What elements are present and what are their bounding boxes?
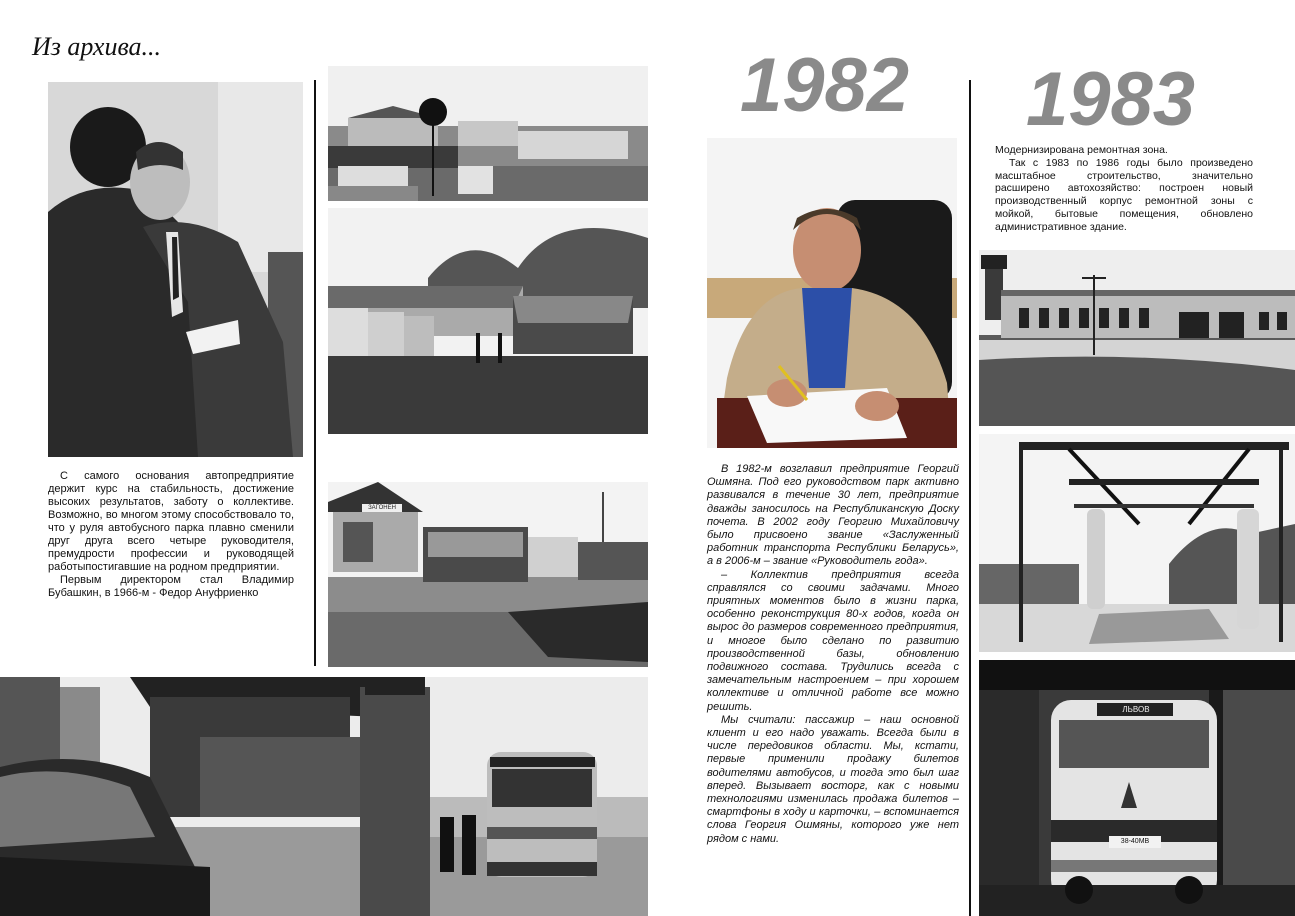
archive-text-p2: Первым директором стал Владимир Бубашкин, в 1966-м - Федор Ануфриенко — [48, 574, 294, 599]
shelter-sign-text: ЗАГОНЕН — [368, 505, 396, 511]
archive-text — [48, 470, 294, 600]
photo-bus-in-garage — [979, 660, 1295, 916]
photo-director-1982 — [707, 138, 957, 448]
photo-handshake — [48, 82, 303, 457]
photo-bus-depot — [328, 208, 648, 434]
photo-wash-frame — [979, 434, 1295, 652]
text-1983-p2: Так с 1983 по 1986 годы было произведено масштабное строительство, значительно расширено автохозяйство: построен новый производственный корпус ремонтной зоны с мойкой, бытовые помещения, обновлено административное здание. — [995, 156, 1253, 233]
bus-route-sign-text: ЛЬВОВ — [1122, 705, 1150, 714]
section-heading: Из архива... — [32, 32, 162, 61]
text-1983-p1: Модернизирована ремонтная зона. — [995, 144, 1168, 156]
photo-bus-station-street — [328, 66, 648, 201]
column-divider-right — [969, 80, 971, 916]
archive-text-p1: С самого основания автопредприятие держит курс на стабильность, достижение высоких результатов, заботу о коллективе. Возможно, во многом этому способствовало то, что у руля автобусного парка плавно сменили друг друга всего четыре руководителя, премудрости профессии и руководящей работыпостигавшие на родном предприятии. — [48, 470, 294, 573]
text-1982-p3: Мы считали: пассажир – наш основной клиент и его надо уважать. Всегда были в числе передовиков области. Мы, кстати, первые применили продажу билетов водителями автобусов, и тогда это был шаг вперед. Вызывает восторг, как с новыми технологиями изменилась продажа билетов – смартфоны в ходу и карточки, – вспоминается слова Георгия Ошмяны, которого уже нет рядом с нами. — [707, 713, 959, 845]
text-1983 — [995, 144, 1253, 234]
text-1982-p2: – Коллектив предприятия всегда справлялся со своими задачами. Много приятных моментов было в жизни парка, особенно реконструкция 80-х годов, когда он вырос до размеров современного предприятия, и многое было сделано по развитию производственной базы, обновлению подвижного состава. Трудились всегда с замечательным настроением – при хорошем коллективе и отличной работе все можно решить. — [707, 568, 959, 713]
column-divider-left — [314, 80, 316, 666]
bus-plate-text: 38-40МВ — [1120, 838, 1150, 845]
photo-repair-building — [979, 250, 1295, 426]
year-1982-heading: 1982 — [740, 43, 910, 128]
year-1983-heading: 1983 — [1026, 57, 1196, 142]
text-1982-p1: В 1982-м возглавил предприятие Георгий Ошмяна. Под его руководством парк активно развивался в течение 30 лет, предприятие дважды заносилось на Республиканскую Доску почета. В 2002 году Георгию Михайловичу было присвоено звание «Заслуженный работник транспорта Республики Беларусь», а в 2006-м – звание «Руководитель года». — [707, 463, 959, 568]
text-1982 — [707, 463, 959, 846]
photo-depot-gate — [0, 677, 648, 916]
